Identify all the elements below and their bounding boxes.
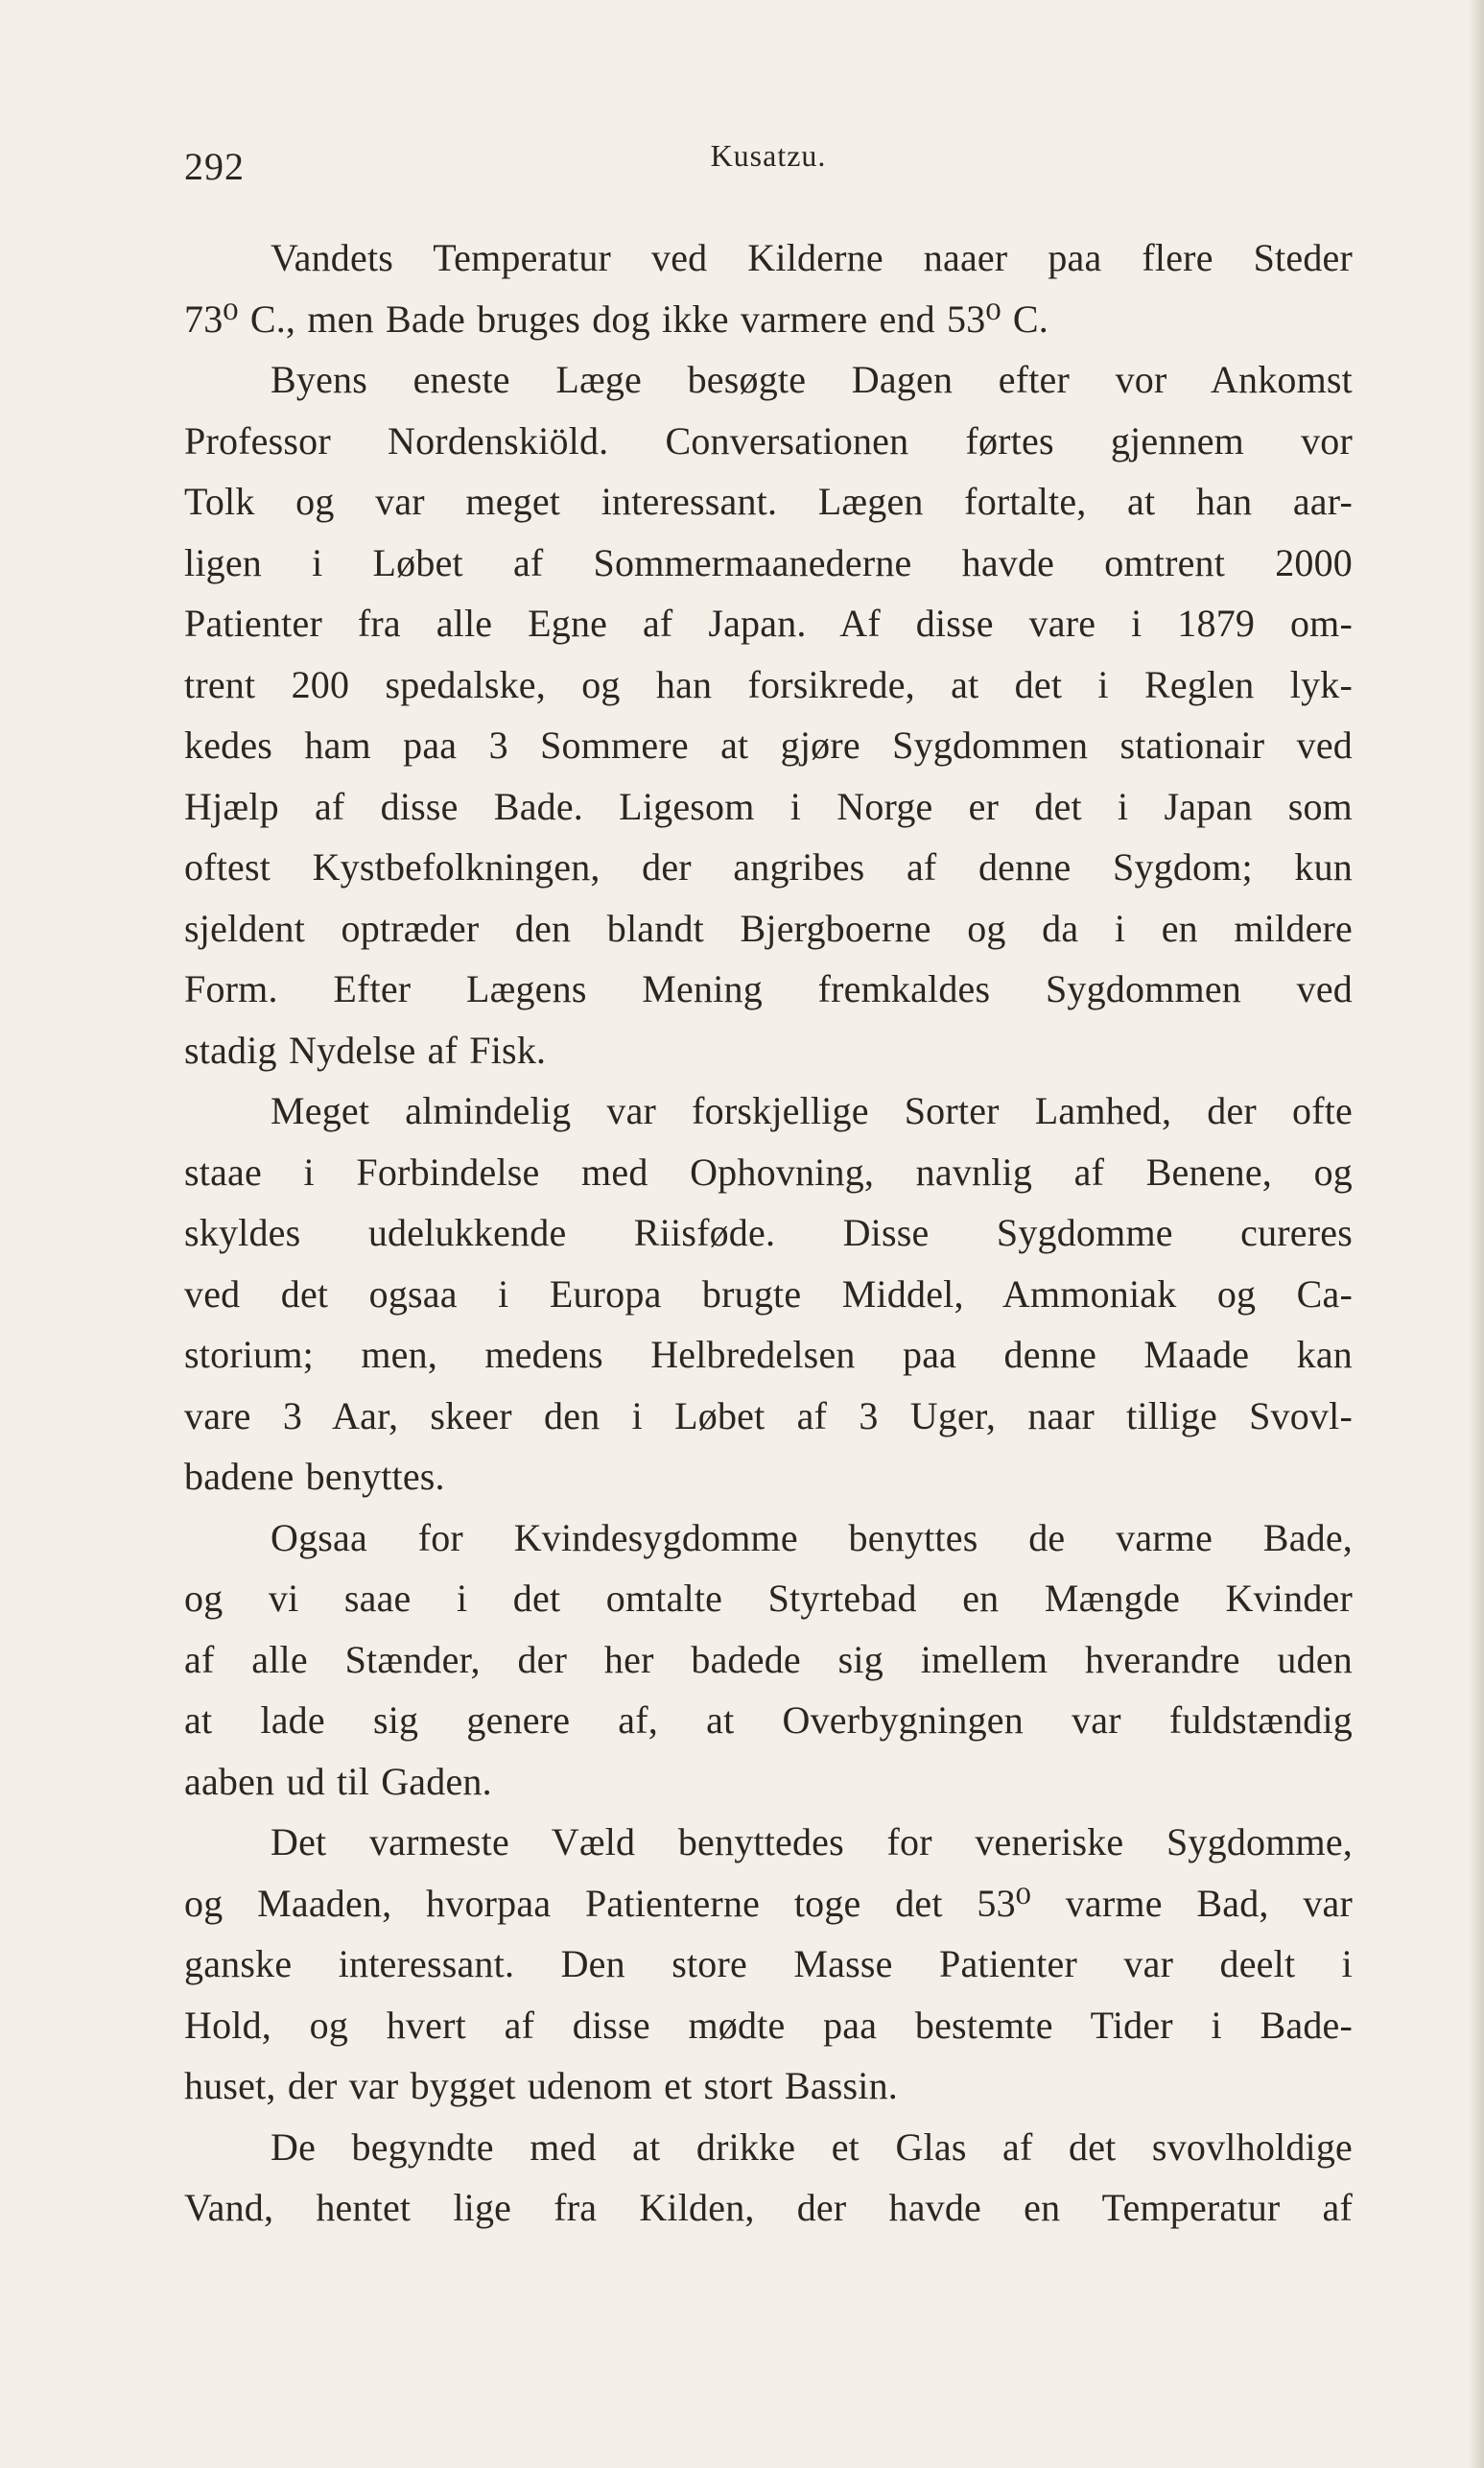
text-line: Meget almindelig var forskjellige Sorter Lamhed, der ofte [271, 1089, 1353, 1132]
text-line: ganske interessant. Den store Masse Patienter var deelt i [184, 1942, 1353, 1985]
text-line: Det varmeste Væld benyttedes for veneriske Sygdomme, [271, 1820, 1353, 1863]
text-line: badene benyttes. [184, 1455, 445, 1498]
text-line: Vand, hentet lige fra Kilden, der havde en Temperatur af [184, 2186, 1353, 2229]
text-line: at lade sig genere af, at Overbygningen var fuldstændig [184, 1698, 1353, 1742]
body-text [184, 227, 1353, 2239]
text-line: og vi saae i det omtalte Styrtebad en Mængde Kvinder [184, 1577, 1353, 1620]
text-line: Patienter fra alle Egne af Japan. Af disse vare i 1879 om- [184, 602, 1353, 645]
text-line: oftest Kystbefolkningen, der angribes af denne Sygdom; kun [184, 845, 1353, 889]
page-header [184, 136, 1353, 194]
text-line: De begyndte med at drikke et Glas af det svovlholdige [271, 2124, 1353, 2169]
text-line: sjeldent optræder den blandt Bjergboerne og da i en mildere [184, 906, 1353, 950]
text-line: stadig Nydelse af Fisk. [184, 1028, 547, 1072]
text-line: staae i Forbindelse med Ophovning, navnlig af Benene, og [184, 1150, 1353, 1194]
text-line: kedes ham paa 3 Sommere at gjøre Sygdommen stationair ved [184, 724, 1353, 767]
text-line: Tolk og var meget interessant. Lægen fortalte, at han aar- [184, 480, 1353, 523]
text-line: trent 200 spedalske, og han forsikrede, at det i Reglen lyk- [184, 662, 1353, 706]
text-line: storium; men, medens Helbredelsen paa denne Maade kan [184, 1333, 1353, 1376]
text-line: Form. Efter Lægens Mening fremkaldes Sygdommen ved [184, 967, 1353, 1010]
text-line: af alle Stænder, der her badede sig imellem hverandre uden [184, 1637, 1353, 1681]
text-line: ved det ogsaa i Europa brugte Middel, Ammoniak og Ca- [184, 1271, 1353, 1316]
text-line: aaben ud til Gaden. [184, 1759, 492, 1803]
text-line: ligen i Løbet af Sommermaanederne havde omtrent 2000 [184, 540, 1353, 584]
text-line: Vandets Temperatur ved Kilderne naaer paa flere Steder [271, 236, 1353, 279]
text-line: 73⁰ C., men Bade bruges dog ikke varmere end 53⁰ C. [184, 297, 1048, 341]
page-number: 292 [184, 145, 245, 188]
text-line: skyldes udelukkende Riisføde. Disse Sygdomme cureres [184, 1211, 1353, 1254]
text-line: vare 3 Aar, skeer den i Løbet af 3 Uger, naar tillige Svovl- [184, 1393, 1353, 1437]
page-edge-shadow [1469, 0, 1484, 2468]
running-head: Kusatzu. [710, 138, 827, 173]
text-line: Byens eneste Læge besøgte Dagen efter vor Ankomst [271, 358, 1353, 401]
text-line: Professor Nordenskiöld. Conversationen førtes gjennem vor [184, 418, 1353, 463]
text-line: huset, der var bygget udenom et stort Bassin. [184, 2064, 898, 2107]
text-line: Ogsaa for Kvindesygdomme benyttes de varme Bade, [271, 1515, 1353, 1559]
text-line: Hold, og hvert af disse mødte paa bestemte Tider i Bade- [184, 2003, 1353, 2047]
text-line: Hjælp af disse Bade. Ligesom i Norge er det i Japan som [184, 784, 1353, 828]
text-line: og Maaden, hvorpaa Patienterne toge det 53⁰ varme Bad, var [184, 1881, 1353, 1925]
